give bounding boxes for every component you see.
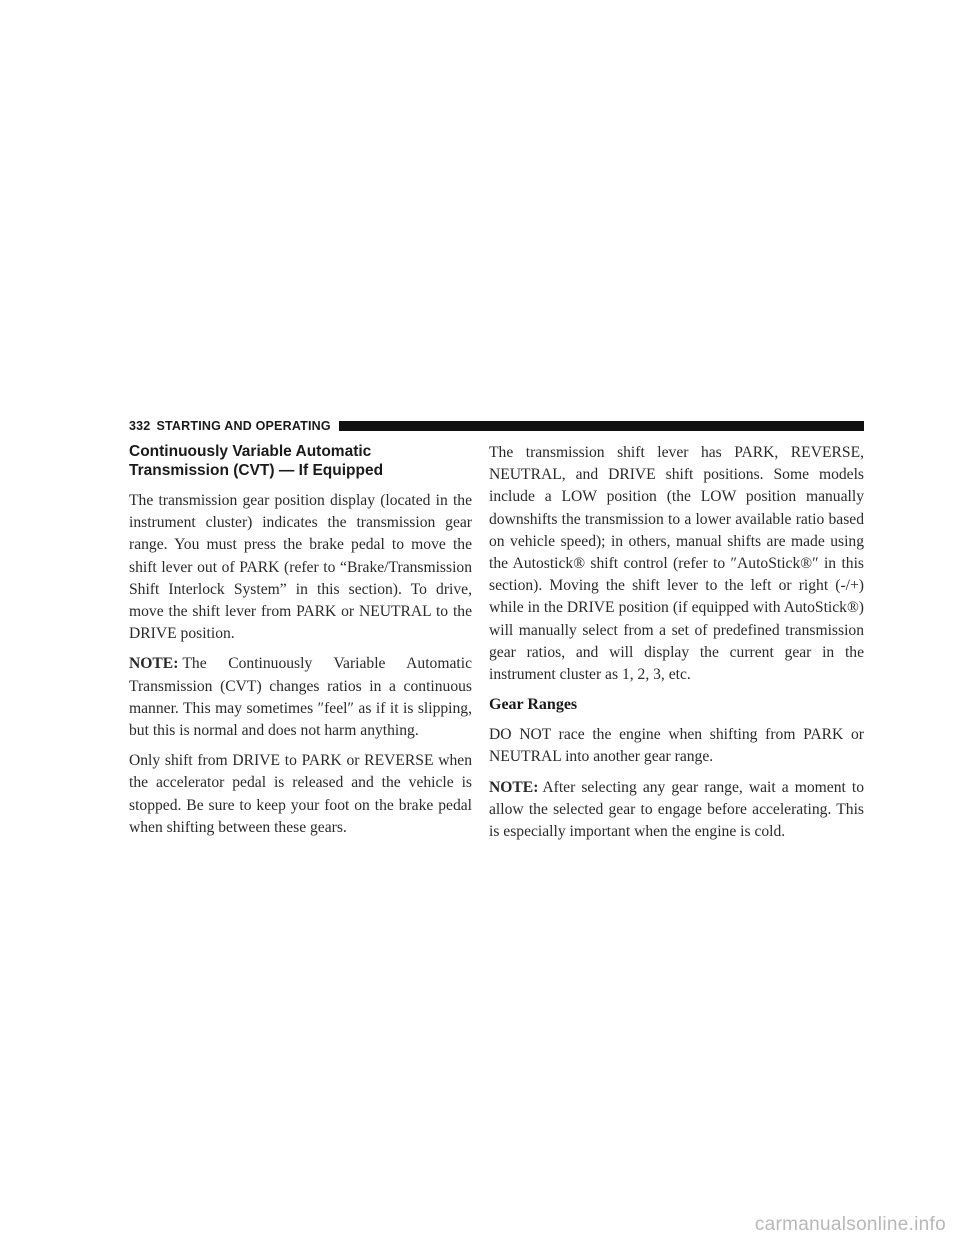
page-number: 332 bbox=[129, 418, 151, 433]
page-header bbox=[129, 418, 864, 433]
paragraph-shift-positions: The transmission shift lever has PARK, REVERSE, NEUTRAL, and DRIVE shift positions. Some models include a LOW position (the LOW position manually downshifts the transmission to a lower available ratio based on vehicle speed); in others, manual shifts are made using the Autostick® shift control (refer to ″AutoStick®″ in this section). Moving the shift lever to the left or right (-/+) while in the DRIVE position (if equipped with AutoStick®) will manually select from a set of predefined transmission gear ratios, and will display the current gear in the instrument cluster as 1, 2, 3, etc. bbox=[489, 444, 864, 684]
section-name: STARTING AND OPERATING bbox=[156, 418, 331, 433]
watermark: carmanualsonline.info bbox=[754, 1214, 946, 1235]
section-heading: Continuously Variable Automatic Transmission (CVT) — If Equipped bbox=[129, 443, 384, 479]
subheading-gear-ranges: Gear Ranges bbox=[489, 696, 578, 714]
note-text: After selecting any gear range, wait a moment to allow the selected gear to engage before accelerating. This is especially important when the engine is cold. bbox=[489, 778, 864, 841]
left-column bbox=[129, 442, 472, 847]
note-gear-engage bbox=[489, 777, 864, 844]
note-label: NOTE: bbox=[129, 655, 179, 673]
right-column bbox=[489, 442, 864, 851]
paragraph-race-engine: DO NOT race the engine when shifting from PARK or NEUTRAL into another gear range. bbox=[489, 726, 864, 766]
note-cvt bbox=[129, 653, 472, 742]
note-text: The Continuously Variable Automatic Transmission (CVT) changes ratios in a continuous manner. This may sometimes ″feel″ as if it is slipping, but this is normal and does not harm anything. bbox=[129, 655, 472, 740]
header-rule bbox=[339, 421, 864, 431]
paragraph-gear-display: The transmission gear position display (located in the instrument cluster) indicates the transmission gear range. You must press the brake pedal to move the shift lever out of PARK (refer to “Brake/Transmission Shift Interlock System” in this section). To drive, move the shift lever from PARK or NEUTRAL to the DRIVE position. bbox=[129, 492, 472, 643]
note-label: NOTE: bbox=[489, 778, 539, 796]
paragraph-shift-warning: Only shift from DRIVE to PARK or REVERSE when the accelerator pedal is released and the vehicle is stopped. Be sure to keep your foot on the brake pedal when shifting between these gears. bbox=[129, 752, 472, 836]
